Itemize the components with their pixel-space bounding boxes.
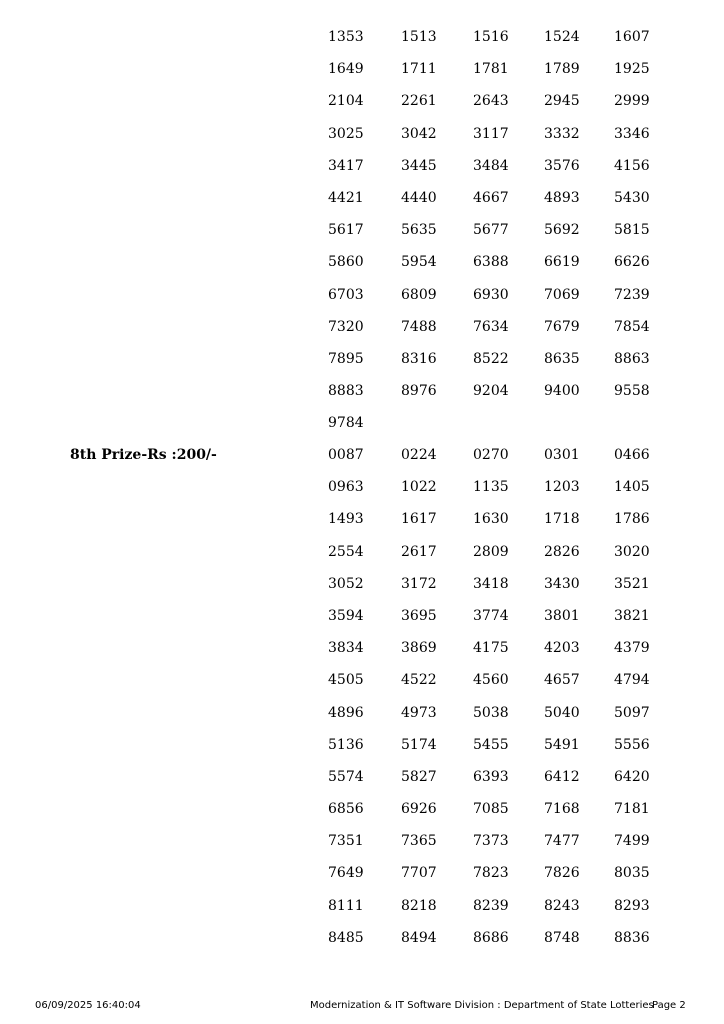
lottery-number: 1617	[401, 511, 437, 528]
lottery-number: 4794	[614, 672, 650, 689]
lottery-number: 8976	[401, 383, 437, 400]
lottery-number: 3869	[401, 640, 437, 657]
lottery-number: 6930	[473, 286, 509, 303]
lottery-number: 2999	[614, 93, 650, 110]
number-row	[0, 664, 724, 696]
lottery-number: 7239	[614, 286, 650, 303]
lottery-number: 5692	[544, 222, 580, 239]
lottery-number: 7181	[614, 801, 650, 818]
lottery-number: 3332	[544, 125, 580, 142]
lottery-number: 1022	[401, 479, 437, 496]
number-row	[0, 246, 724, 278]
lottery-number: 7373	[473, 833, 509, 850]
number-row	[0, 632, 724, 664]
lottery-number: 8863	[614, 350, 650, 367]
number-row	[0, 890, 724, 922]
lottery-number: 7168	[544, 801, 580, 818]
lottery-number: 1524	[544, 29, 580, 45]
lottery-number: 1925	[614, 61, 650, 78]
lottery-number: 3052	[328, 575, 364, 592]
lottery-number: 1789	[544, 61, 580, 78]
number-row	[0, 825, 724, 857]
lottery-number: 4560	[473, 672, 509, 689]
number-row	[0, 53, 724, 85]
lottery-number: 0224	[401, 447, 437, 463]
number-row	[0, 729, 724, 761]
lottery-number: 3025	[328, 125, 364, 142]
lottery-number: 6856	[328, 801, 364, 818]
lottery-number: 6420	[614, 768, 650, 785]
lottery-number: 9400	[544, 383, 580, 400]
lottery-number: 1135	[473, 479, 509, 496]
lottery-number: 1630	[473, 511, 509, 528]
lottery-number: 7823	[473, 865, 509, 882]
lottery-number: 2809	[473, 543, 509, 560]
lottery-number: 9204	[473, 383, 509, 400]
lottery-number: 2945	[544, 93, 580, 110]
lottery-number: 3042	[401, 125, 437, 142]
lottery-number: 2617	[401, 543, 437, 560]
lottery-number: 6388	[473, 254, 509, 271]
lottery-number: 7320	[328, 318, 364, 335]
lottery-number: 7351	[328, 833, 364, 850]
lottery-number: 2554	[328, 543, 364, 560]
lottery-number: 8111	[328, 897, 364, 914]
lottery-number: 1649	[328, 61, 364, 78]
number-row	[0, 697, 724, 729]
lottery-number: 1718	[544, 511, 580, 528]
lottery-number: 3346	[614, 125, 650, 142]
lottery-number: 8883	[328, 383, 364, 400]
lottery-number: 1781	[473, 61, 509, 78]
page-footer	[0, 998, 724, 1014]
lottery-number: 6926	[401, 801, 437, 818]
lottery-number: 5954	[401, 254, 437, 271]
lottery-number: 5827	[401, 768, 437, 785]
lottery-number: 4440	[401, 189, 437, 206]
previous-prize-numbers	[0, 21, 724, 439]
prize-8-label: 8th Prize-Rs :200/-	[70, 447, 217, 463]
number-row	[0, 85, 724, 117]
lottery-number: 4667	[473, 189, 509, 206]
lottery-number: 4175	[473, 640, 509, 657]
lottery-number: 4522	[401, 672, 437, 689]
number-row	[0, 214, 724, 246]
number-row	[0, 118, 724, 150]
lottery-number: 7365	[401, 833, 437, 850]
number-row	[0, 568, 724, 600]
lottery-number: 1203	[544, 479, 580, 496]
lottery-number: 1353	[328, 29, 364, 45]
lottery-number: 0087	[328, 447, 364, 463]
lottery-number: 8035	[614, 865, 650, 882]
lottery-number: 2261	[401, 93, 437, 110]
lottery-number: 4657	[544, 672, 580, 689]
lottery-number: 5556	[614, 736, 650, 753]
lottery-number: 2104	[328, 93, 364, 110]
lottery-number: 3801	[544, 607, 580, 624]
lottery-number: 3695	[401, 607, 437, 624]
lottery-number: 8239	[473, 897, 509, 914]
lottery-number: 6626	[614, 254, 650, 271]
lottery-number: 5097	[614, 704, 650, 721]
lottery-number: 4893	[544, 189, 580, 206]
lottery-number: 5040	[544, 704, 580, 721]
lottery-number: 1493	[328, 511, 364, 528]
lottery-number: 3117	[473, 125, 509, 142]
lottery-number: 5174	[401, 736, 437, 753]
number-row	[0, 600, 724, 632]
lottery-number: 3417	[328, 157, 364, 174]
lottery-number: 8218	[401, 897, 437, 914]
lottery-number: 7649	[328, 865, 364, 882]
lottery-number: 7679	[544, 318, 580, 335]
lottery-number: 9558	[614, 383, 650, 400]
lottery-number: 7085	[473, 801, 509, 818]
lottery-number: 3484	[473, 157, 509, 174]
lottery-number: 3418	[473, 575, 509, 592]
number-row	[0, 471, 724, 503]
lottery-number: 6809	[401, 286, 437, 303]
lottery-number: 7477	[544, 833, 580, 850]
lottery-number: 5617	[328, 222, 364, 239]
number-row	[0, 407, 724, 439]
lottery-number: 8635	[544, 350, 580, 367]
lottery-number: 4973	[401, 704, 437, 721]
lottery-number: 3172	[401, 575, 437, 592]
lottery-number: 5635	[401, 222, 437, 239]
lottery-number: 8485	[328, 929, 364, 946]
lottery-number: 7895	[328, 350, 364, 367]
lottery-number: 6393	[473, 768, 509, 785]
lottery-number: 5430	[614, 189, 650, 206]
lottery-number: 5815	[614, 222, 650, 239]
lottery-number: 3445	[401, 157, 437, 174]
prize-8-numbers	[0, 439, 724, 954]
number-row	[0, 182, 724, 214]
footer-page-number: Page 2	[652, 1000, 686, 1011]
lottery-number: 6703	[328, 286, 364, 303]
lottery-number: 0301	[544, 447, 580, 463]
footer-organization: Modernization & IT Software Division : Department of State Lotteries	[310, 1000, 654, 1011]
lottery-number: 5038	[473, 704, 509, 721]
lottery-number: 6619	[544, 254, 580, 271]
number-row	[0, 375, 724, 407]
number-row	[0, 761, 724, 793]
lottery-number: 5860	[328, 254, 364, 271]
lottery-number: 5136	[328, 736, 364, 753]
lottery-number: 8316	[401, 350, 437, 367]
number-row	[0, 439, 724, 471]
number-row	[0, 311, 724, 343]
lottery-number: 7826	[544, 865, 580, 882]
lottery-number: 4379	[614, 640, 650, 657]
lottery-number: 3594	[328, 607, 364, 624]
lottery-number: 4505	[328, 672, 364, 689]
lottery-number: 7069	[544, 286, 580, 303]
lottery-number: 0270	[473, 447, 509, 463]
lottery-number: 8494	[401, 929, 437, 946]
lottery-number: 3821	[614, 607, 650, 624]
lottery-number: 1607	[614, 29, 650, 45]
lottery-number: 3576	[544, 157, 580, 174]
lottery-number: 6412	[544, 768, 580, 785]
lottery-number: 8293	[614, 897, 650, 914]
lottery-number: 1516	[473, 29, 509, 45]
lottery-number: 8522	[473, 350, 509, 367]
number-row	[0, 279, 724, 311]
lottery-number: 7488	[401, 318, 437, 335]
lottery-number: 7499	[614, 833, 650, 850]
lottery-number: 8836	[614, 929, 650, 946]
number-row	[0, 503, 724, 535]
lottery-number: 8243	[544, 897, 580, 914]
number-row	[0, 536, 724, 568]
lottery-number: 2826	[544, 543, 580, 560]
lottery-number: 2643	[473, 93, 509, 110]
number-row	[0, 922, 724, 954]
lottery-number: 9784	[328, 415, 364, 432]
lottery-number: 5677	[473, 222, 509, 239]
lottery-number: 4156	[614, 157, 650, 174]
lottery-number: 8686	[473, 929, 509, 946]
footer-datetime: 06/09/2025 16:40:04	[35, 1000, 141, 1011]
lottery-number: 8748	[544, 929, 580, 946]
lottery-number: 7634	[473, 318, 509, 335]
number-row	[0, 793, 724, 825]
lottery-number: 5491	[544, 736, 580, 753]
lottery-number: 1405	[614, 479, 650, 496]
lottery-number: 7707	[401, 865, 437, 882]
lottery-number: 3020	[614, 543, 650, 560]
lottery-number: 5455	[473, 736, 509, 753]
lottery-number: 3834	[328, 640, 364, 657]
lottery-number: 4203	[544, 640, 580, 657]
lottery-number: 7854	[614, 318, 650, 335]
lottery-number: 1513	[401, 29, 437, 45]
lottery-number: 4896	[328, 704, 364, 721]
lottery-number: 5574	[328, 768, 364, 785]
lottery-number: 1711	[401, 61, 437, 78]
number-row	[0, 343, 724, 375]
lottery-number: 3774	[473, 607, 509, 624]
lottery-number: 0466	[614, 447, 650, 463]
lottery-number: 3521	[614, 575, 650, 592]
number-row	[0, 21, 724, 53]
lottery-number: 1786	[614, 511, 650, 528]
prize-8-section	[0, 439, 724, 954]
lottery-number: 4421	[328, 189, 364, 206]
lottery-number: 3430	[544, 575, 580, 592]
number-row	[0, 150, 724, 182]
lottery-number: 0963	[328, 479, 364, 496]
number-row	[0, 857, 724, 889]
